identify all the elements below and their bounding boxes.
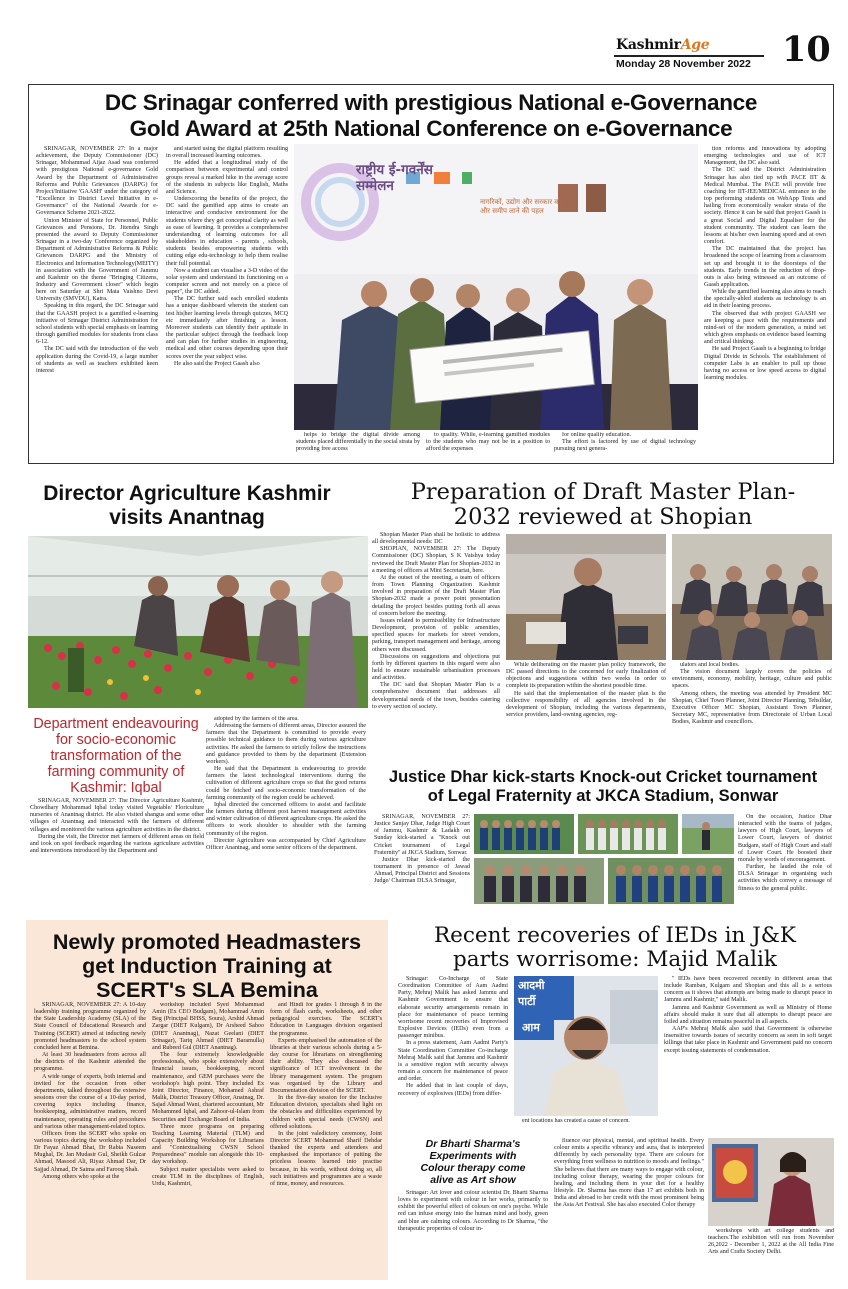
body-paragraph: At least 30 headmasters from across all the districts of the Kashmir attended the programme. [34,1052,146,1073]
body-paragraph: Srinagar: Co-Incharge of State Coordination Committee of Aam Aadmi Party, Mehraj Malik has asked Jammu and Kashmir Government to ensure that elaborate security arrangements remain in place for maintenance of peace terming worrisome recent recoveries of Improvised Explosive Devices (IEDs) even from a passenger minibus. [398,976,508,1040]
body-paragraph: helps to bridge the digital divide among students placed differentially in the social strata by providing free access [296,432,420,453]
story4-cricket-photo-5 [608,858,734,904]
body-paragraph: The observed that with project GAASH we are keeping a pace with the requirements and mind-set of the modern generation, a mind set which gives emphasis on evidence based learning and critical thinking. [704,310,826,346]
body-paragraph: Issues related to permissibility for Infrastructure Development, provision of public amenities, specified spaces for markets for street vendors, parking, transport management and heritage, among others were discussed. [372,617,500,653]
story1-col3 [296,432,420,460]
body-paragraph: The DC further said each enrolled students has a unique dashboard wherein the student can test his|her learning levels through quizzes, MCQ etc immediately after finishing a lesson. Moreover students can identify their aptitude in the particular subject through the feedback loop and can plan for further studies in engineering, medical and other courses depending upon their scores over the year subject wise. [166,296,288,360]
body-paragraph: Now a student can visualise a 3-D video of the solar system and understand its functioning on a computer screen and not merely on a piece of paper", the DC added. [166,267,288,296]
story7-headline-line1: Dr Bharti Sharma's [425,1138,521,1150]
body-paragraph: Three more programs on preparing Teaching Learning Material (TLM) and Capacity Building Workshop for Librarians and "Contextualising CWSN School Preparedness" module ran alongside this 10-day workshop. [152,1123,264,1166]
body-paragraph: He said that the implementation of the master plan is the collective responsibility of all agencies involved in the development of Shopian, including the various departments, service providers, land-owning agencies, reg- [506,690,666,719]
sign-text-3: आम [522,1021,540,1034]
body-paragraph: In the joint valedictory ceremony, Joint Director SCERT Mohammad Sharif Dehdar thanked the experts and attendees and emphasised the importance of putting the priceless lessons learned into practise because, in his words, without doing so, all such initiatives and programmes are a waste of time, money, and resources. [270,1130,382,1187]
body-paragraph: ent locations has created a cause of concern. [522,1118,630,1124]
body-paragraph: Director Agriculture was accompanied by Chief Agriculture Officer Anantnag, and some senior officers of the department. [206,837,366,851]
body-paragraph: SRINAGAR, NOVEMBER 27: The Director Agriculture Kashmir, Chowdhary Mohammad Iqbal today visited Vegetable/ Floriculture nurseries of Anantnag district. He also visited shangus and some other villages of Anantnag and interacted with the farmers of different villages and monitored the various agriculture activities in the district. [30,798,204,833]
cricket-group-illustration [608,858,734,904]
body-paragraph: AAP's Mehraj Malik also said that Government is otherwise insensitive towards issues of security concern as seen in soft target killings that take place in Kashmir and Government paid no concern except issuing statements of condemnation. [664,1026,832,1054]
body-paragraph: Further, he lauded the role of DLSA Srinagar in organising such activities which convey a message of fitness to the general public. [738,864,832,892]
story6-col1 [398,976,508,1132]
masthead-brand [616,37,709,53]
story6-portrait-photo [514,976,658,1116]
body-paragraph: While the gamified learning also aims to reach the specially-abled students as technology is an aid in their leaning process. [704,289,826,310]
story6-headline-line1: Recent recoveries of IEDs in J&K [433,923,796,948]
story1-award-photo [294,144,698,430]
story7-headline-line3: Colour therapy come [420,1162,526,1174]
award-ceremony-illustration [294,144,698,430]
body-paragraph: In the five-day session for the Inclusive Education division, specialists shed light on the obstacles and difficulties experienced by children with special needs (CWSN) and offered solutions. [270,1095,382,1130]
body-paragraph: adopted by the farmers of the area. [214,716,299,722]
story4-headline-line2: of Legal Fraternity at JKCA Stadium, Sonwar [427,787,779,805]
story7-col3 [708,1228,834,1278]
body-paragraph: The DC said the District Administration Srinagar has also tied up with PACE IIT & Medical Mumbai. The PACE will provide free coaching for IIT-JEE/MEDICAL entrance to the top performing students on WebApp Tests and hailing from economically weaker strata of the society. Hence it can be said that project Gaash is a great Social and Digital Equaliser for the student community. The student can learn the lessons at his/her own learning speed and at own comfort. [704,167,826,246]
body-paragraph: The DC maintained that the project has broadened the scope of learning from a classroom set up and brought it to the doorsteps of the students. Early trends in the reduction of drop-outs is also being witnessed as an outcome of Gaash application. [704,246,826,288]
story5-headline-line1: Newly promoted Headmasters [52,930,362,954]
body-paragraph: He added that in last couple of days, recovery of explosives (IEDs) from differ- [398,1083,508,1097]
cricket-team-illustration-2 [578,814,678,854]
body-paragraph: The effort is factored by use of digital technology pursuing next genera- [554,439,696,453]
page-number: 10 [782,29,831,70]
story2-nursery-photo [28,536,368,708]
sign-text-2: पार्टी [518,995,536,1008]
body-paragraph: " IEDs have been recovered recently in different areas that include Ramban, Kulgam and Shopian and this all is a serious concern as it shows that attempts are being made to disrupt peace in Jammu and Kashmir," said Malik. [664,976,832,1004]
story4-headline [372,768,834,806]
body-paragraph: Union Minister of State for Personnel, Public Grievances and Pensions, Dr. Jitendra Singh presented the award to Deputy Commissioner Srinagar in a two-day Conference organized by Department of Administrative Reforms & Public Grievances DARPG and the Ministry of Electronics and Information Technology(MEITY) in association with the Government of Jammu and Kashmir on the theme "Bringing Citizens, Industry and Government closer" which begin here on Saturday at Shri Mata Vaishno Devi University (SMVDU), Katra. [36,217,158,303]
story3-headline-line1: Preparation of Draft Master Plan- [410,479,796,505]
body-paragraph: At the outset of the meeting, a team of officers from Town Planning Organization Kashmir involved in preparation of the Draft Master Plan Shopian-2032 made a power point presentation detailing the project besides putting forth all areas of concern before the meeting. [372,574,500,617]
body-paragraph: Speaking in this regard, the DC Srinagar said that the GAASH project is a gamified e-learning initiative of Srinagar District Administration for school students with special emphasis on learning through gamified modules for students from class 6-12. [36,303,158,346]
body-paragraph: On the occasion, Justice Dhar interacted with the teams of judges, lawyers of High Court, lawyers of Lower Court, lawyers of district Budgam, staff of High Court and staff of Lower Court. He boosted their morale by words of encouragement. [738,814,832,863]
story4-cricket-photo-2 [578,814,678,854]
story1-banner-title: राष्ट्रीय ई-गवर्नेंस सम्मेलन [356,162,433,194]
greenhouse-flowers-illustration [28,536,368,708]
brand-age: Age [680,37,710,53]
body-paragraph: During the visit, the Director met farmers of different areas on field and took on spot feedback regarding the various agriculture activities and interventions introduced by the Department and [30,833,204,855]
story7-col1 [398,1190,548,1278]
story7-artist-photo [708,1138,834,1226]
body-paragraph: In a press statement, Aam Aadmi Party's State Coordination Committee Co-incharge Mehraj Malik said that Jammu and Kashmir is a sensitive region with security always remain a concern for maintenance of peace and order. [398,1040,508,1083]
body-paragraph: Underscoring the benefits of the project, the DC said the gamified app aims to create an interactive and conducive environment for the students where they get conceptual clarity as well as ease of learning. It provides a comprehensive understanding of learning outcomes for all stakeholders in education - parents , schools, students besides empowering students with cutting edge edu-technology to help them realise their full potential. [166,196,288,267]
body-paragraph: to quality. While, e-learning gamified modules to the students who may not be in a position to afford the expenses [426,432,550,453]
story4-headline-line1: Justice Dhar kick-starts Knock-out Cricket tournament [388,768,818,786]
story1-headline-line1: DC Srinagar conferred with prestigious National e-Governance [104,90,758,115]
body-paragraph: fluence our physical, mental, and spiritual health. Every colour emits a specific vibrancy and aura, that is interpreted differently by each personality type. There are colours for everything from wellness to nutrition to moods and feelings." She believes that there are many ways to engage with colour, including colour therapy, wearing the proper colours for healing, and including them in your diet for a healthy lifestyle. Dr. Sharma has more than 17 art exhibits both in India and abroad to her credit with the most prominent being the Asia Art Festival. She has also executed Color therapy [554,1138,704,1209]
brand-kashmir: Kashmir [616,37,681,53]
body-paragraph: The DC said that Shopian Master Plan is a comprehensive document that addresses all developmental needs of the town, besides catering to every section of society. [372,682,500,710]
story2-col1 [30,798,204,894]
masthead-date: Monday 28 November 2022 [616,58,751,70]
story5-col3 [270,1002,382,1274]
story3-col3 [672,662,832,754]
story2-headline-line1: Director Agriculture Kashmir [43,482,331,505]
body-paragraph: Addressing the farmers of different areas, Director assured the farmers that the Department is committed to provide every possible technical guidance to them during various agriculture activities. He asked the farmers to strictly follow the instructions and guidance provided to them by the department (Extension workers). [206,723,366,765]
story1-banner-subtitle: नागरिकों, उद्योग और सरकार को और समीप लाने की पहल [480,198,562,215]
body-paragraph: He said Project Gaash is a beginning to bridge Digital Divide in Schools. The establishment of computer Labs is an enabler to pull up those having no access or low speed access to digital learning modules. [704,346,826,381]
story4-col1 [374,814,470,906]
cricket-officials-illustration [474,858,604,904]
body-paragraph: for online quality education. [562,432,632,438]
story6-headline [396,924,834,972]
cricket-match-illustration [682,814,734,854]
story5-headline-line3: SCERT's SLA Bemina [96,978,318,1002]
story5-headline [30,930,384,1002]
meeting-illustration-1 [506,534,666,660]
story1-col1 [36,146,158,456]
body-paragraph: ulators and local bodies. [680,662,740,668]
body-paragraph: Among others, the meeting was attended by President MC Shopian, Chief Town Planner, Joint Director Planning, Tehsildar, Executive Officer MC Shopian, Assistant Town Planner, Secretary MC, representative from Directorate of Urban Local Bodies, Kashmir and councillors. [672,690,832,726]
body-paragraph: SHOPIAN, NOVEMBER 27: The Deputy Commissioner (DC) Shopian, S K Vaishya today reviewed the Draft Master Plan for Shopian-2032 in a meeting of officers at Mini Secretariat, here. [372,546,500,574]
story7-headline-line2: Experiments with [429,1150,517,1162]
story5-col2 [152,1002,264,1274]
story2-col2 [206,716,366,894]
body-paragraph: Among others who spoke at the [42,1173,120,1180]
cricket-team-illustration-1 [474,814,574,854]
body-paragraph: He said that the Department is endeavouring to provide farmers the latest technological interventions during the cultivation of different agriculture crops so that the good returns could be fetched and socio-economic transformation of the farming community of the region could be achieved. [206,766,366,801]
body-paragraph: Justice Dhar kick-started the tournament in presence of Jawad Ahmad, Principal District and Sessions Judge/ Chairman DLSA Srinagar, [374,856,470,885]
story3-meeting-photo-1 [506,534,666,660]
body-paragraph: SRINAGAR, NOVEMBER 27: In a major achievement, the Deputy Commissioner (DC) Srinagar, Mohammad Aijaz Asad was conferred with prestigious National e-governance Gold Award by the Department of Administrative Reforms and Public Grievances (DARPG) for Project/Initiative 'GAASH' under the category of "Excellence in District Level Initiative in e-Governance" of the National Awards for e-Governance Scheme 2021-2022. [36,146,158,217]
story1-col5 [554,432,696,460]
story4-cricket-photo-4 [474,858,604,904]
body-paragraph: Discussions on suggestions and objections put forth by different quarters in this regard were also held to ensure sustainable urbanisation processes and activities. [372,653,500,682]
body-paragraph: Shopian Master Plan shall be holistic to address all developmental needs: DC [372,532,500,546]
story2-pullquote: Department endeavouring for socio-economic transformation of the farming community of Kashmir: Iqbal [33,716,199,796]
story5-col1 [34,1002,146,1274]
story3-headline [372,480,834,530]
masthead-divider [614,55,764,57]
story4-col2 [738,814,832,906]
body-paragraph: While deliberating on the master plan policy framework, the DC passed directions to the concerned for early finalization of objections and suggestions within two weeks in order to complete its preparation within the shortest possible time. [506,662,666,690]
body-paragraph: The vision document largely covers the policies of environment, economy, mobility, heritage, culture and public spaces. [672,669,832,690]
story1-headline-line2: Gold Award at 25th National Conference on e-Governance [129,116,733,141]
story5-headline-line2: get Induction Training at [82,954,332,978]
story2-headline [28,482,346,530]
body-paragraph: and started using the digital platform resulting in overall increased learning outcomes. [166,146,288,160]
story7-headline [398,1138,548,1186]
story7-headline-line4: alive as Art show [430,1174,516,1186]
story4-cricket-photo-1 [474,814,574,854]
body-paragraph: Subject matter specialists were asked to create TLM in the disciplines of English, Urdu, Kashmiri, [152,1166,264,1187]
body-paragraph: Officers from the SCERT who spoke on various topics during the workshop included Dr Fayaz Ahmad Bhat, Dr Rabia Naseem Mughal, Dr. Jan Mudasir Gul, Sheikh Gulzar Ahmad, Masood Ali, Riyaz Ahmad Dar, Dr Sajjad Ahmad, Dr Saima and Farooq Shah. [34,1130,146,1173]
story1-headline [34,90,828,142]
body-paragraph: workshops with art college students and teachers.The exhibition will run from November 26,2022 - December 1, 2022 at the All India Fine Arts and Crafts Society Delhi. [708,1228,834,1256]
body-paragraph: tion reforms and innovations by adopting emerging technologies and use of ICT Management, the DC also said. [704,146,826,167]
story6-headline-line2: parts worrisome: Majid Malik [453,947,777,972]
meeting-illustration-2 [672,534,832,660]
body-paragraph: SRINAGAR, NOVEMBER 27: Justice Sanjay Dhar, Judge High Court of Jammu, Kashmir & Ladakh on Sunday kick-started a "Knock out Cricket tournament of Legal Fraternity" at JKCA Stadium, Sonwar. [374,814,470,856]
body-paragraph: Srinagar: Art lover and colour scientist Dr. Bharti Sharma loves to experiment with colour in her works, primarily to exhibit the powerful effect of colours on one's psyche. While red can infuse energy into the human mind and body, green and blue are calming colours. According to Dr Sharma, "the therapeutic properties of colour in- [398,1190,548,1232]
body-paragraph: He also said the Project Gaash also [174,360,260,367]
sign-text-1: आदमी [518,979,545,992]
story7-col2 [554,1138,704,1278]
body-paragraph: Iqbal directed the concerned officers to assist and facilitate the farmers during different post harvest management activities and winter cultivation of different agriculture crops. He asked the officers to work shoulder to shoulder with the farming community of the region. [206,801,366,837]
body-paragraph: and Hindi for grades 1 through 8 in the form of flash cards, worksheets, and other pedagogical exercises. The SCERT's Education in Languages division organised the programme. [270,1002,382,1037]
body-paragraph: The four extremely knowledgeable professionals, who spoke extensively about financial issues, bookkeeping, record maintenance, and GEM purchases were the workshop's high point. They included Ex Joint Director, Finance, Mohamed Ashraf Malik, District Treasury Officer, Anatnag, Dr. Sajad Ahmad Wani, chartered accountant, Mr Mohammed Iqbal, and Zahoor-ul-Islam from Securities and Exchange Board of India. [152,1052,264,1123]
story1-col6 [704,146,826,458]
story1-col4 [426,432,550,460]
story1-col2 [166,146,288,456]
story4-cricket-photo-3 [682,814,734,854]
story3-headline-line2: 2032 reviewed at Shopian [453,504,753,530]
body-paragraph: SRINAGAR, NOVEMBER 27: A 10-day leadership training programme organized by the State Leadership Academy (SLA) of the State Council of Educational Research and Training (SCERT) aimed at inducting newly promoted headmasters to the school system concluded here at Bemina. [34,1002,146,1051]
masthead [614,29,834,74]
body-paragraph: Jammu and Kashmir Government as well as Ministry of Home affairs should make it sure that all attempts to disrupt peace are foiled and situation remains peaceful in all aspects. [664,1004,832,1025]
body-paragraph: The DC said with the introduction of the web application during the Covid-19, a large number of students as well as teachers exhibited keen interest [36,346,158,374]
story3-col2 [506,662,666,754]
artist-with-painting-illustration [708,1138,834,1226]
body-paragraph: A wide range of experts, both internal and invited for the occasion from other departments, talked throughout the extensive sessions over the course of a 10-day period, covering topics including finance, bookkeeping, administrative matters, record maintenance, operating rules and procedures and various other management-related topics. [34,1073,146,1130]
story6-col2 [514,1118,658,1134]
body-paragraph: Experts emphasised the automation of the libraries at their various schools during a 5-day course for librarians on strengthening their ability. They also discussed the significance of ICT involvement in the library management system. The program was organised by the Library and Documentation division of the SCERT. [270,1037,382,1094]
body-paragraph: workshop included Syed Mohammad Amin (Ex CEO Budgam), Mohammad Amin Beg (Principal BHSS, Soura), Arshid Ahmad Zargar (DIET Kulgam), Dr Arsheed Sahoo (DIET Anantnag), Nazat Geelani (DIET Srinagar), Tariq Ahmad (DIET Baramulla) and Rubeed Gul (DIET Anantnag). [152,1002,264,1051]
story3-meeting-photo-2 [672,534,832,660]
body-paragraph: He added that a longitudinal study of the comparison between experimental and control groups reveal a marked hike in the average score of the students in subjects like English, Maths and Science. [166,160,288,195]
story2-headline-line2: visits Anantnag [109,506,265,529]
story6-col3 [664,976,832,1132]
